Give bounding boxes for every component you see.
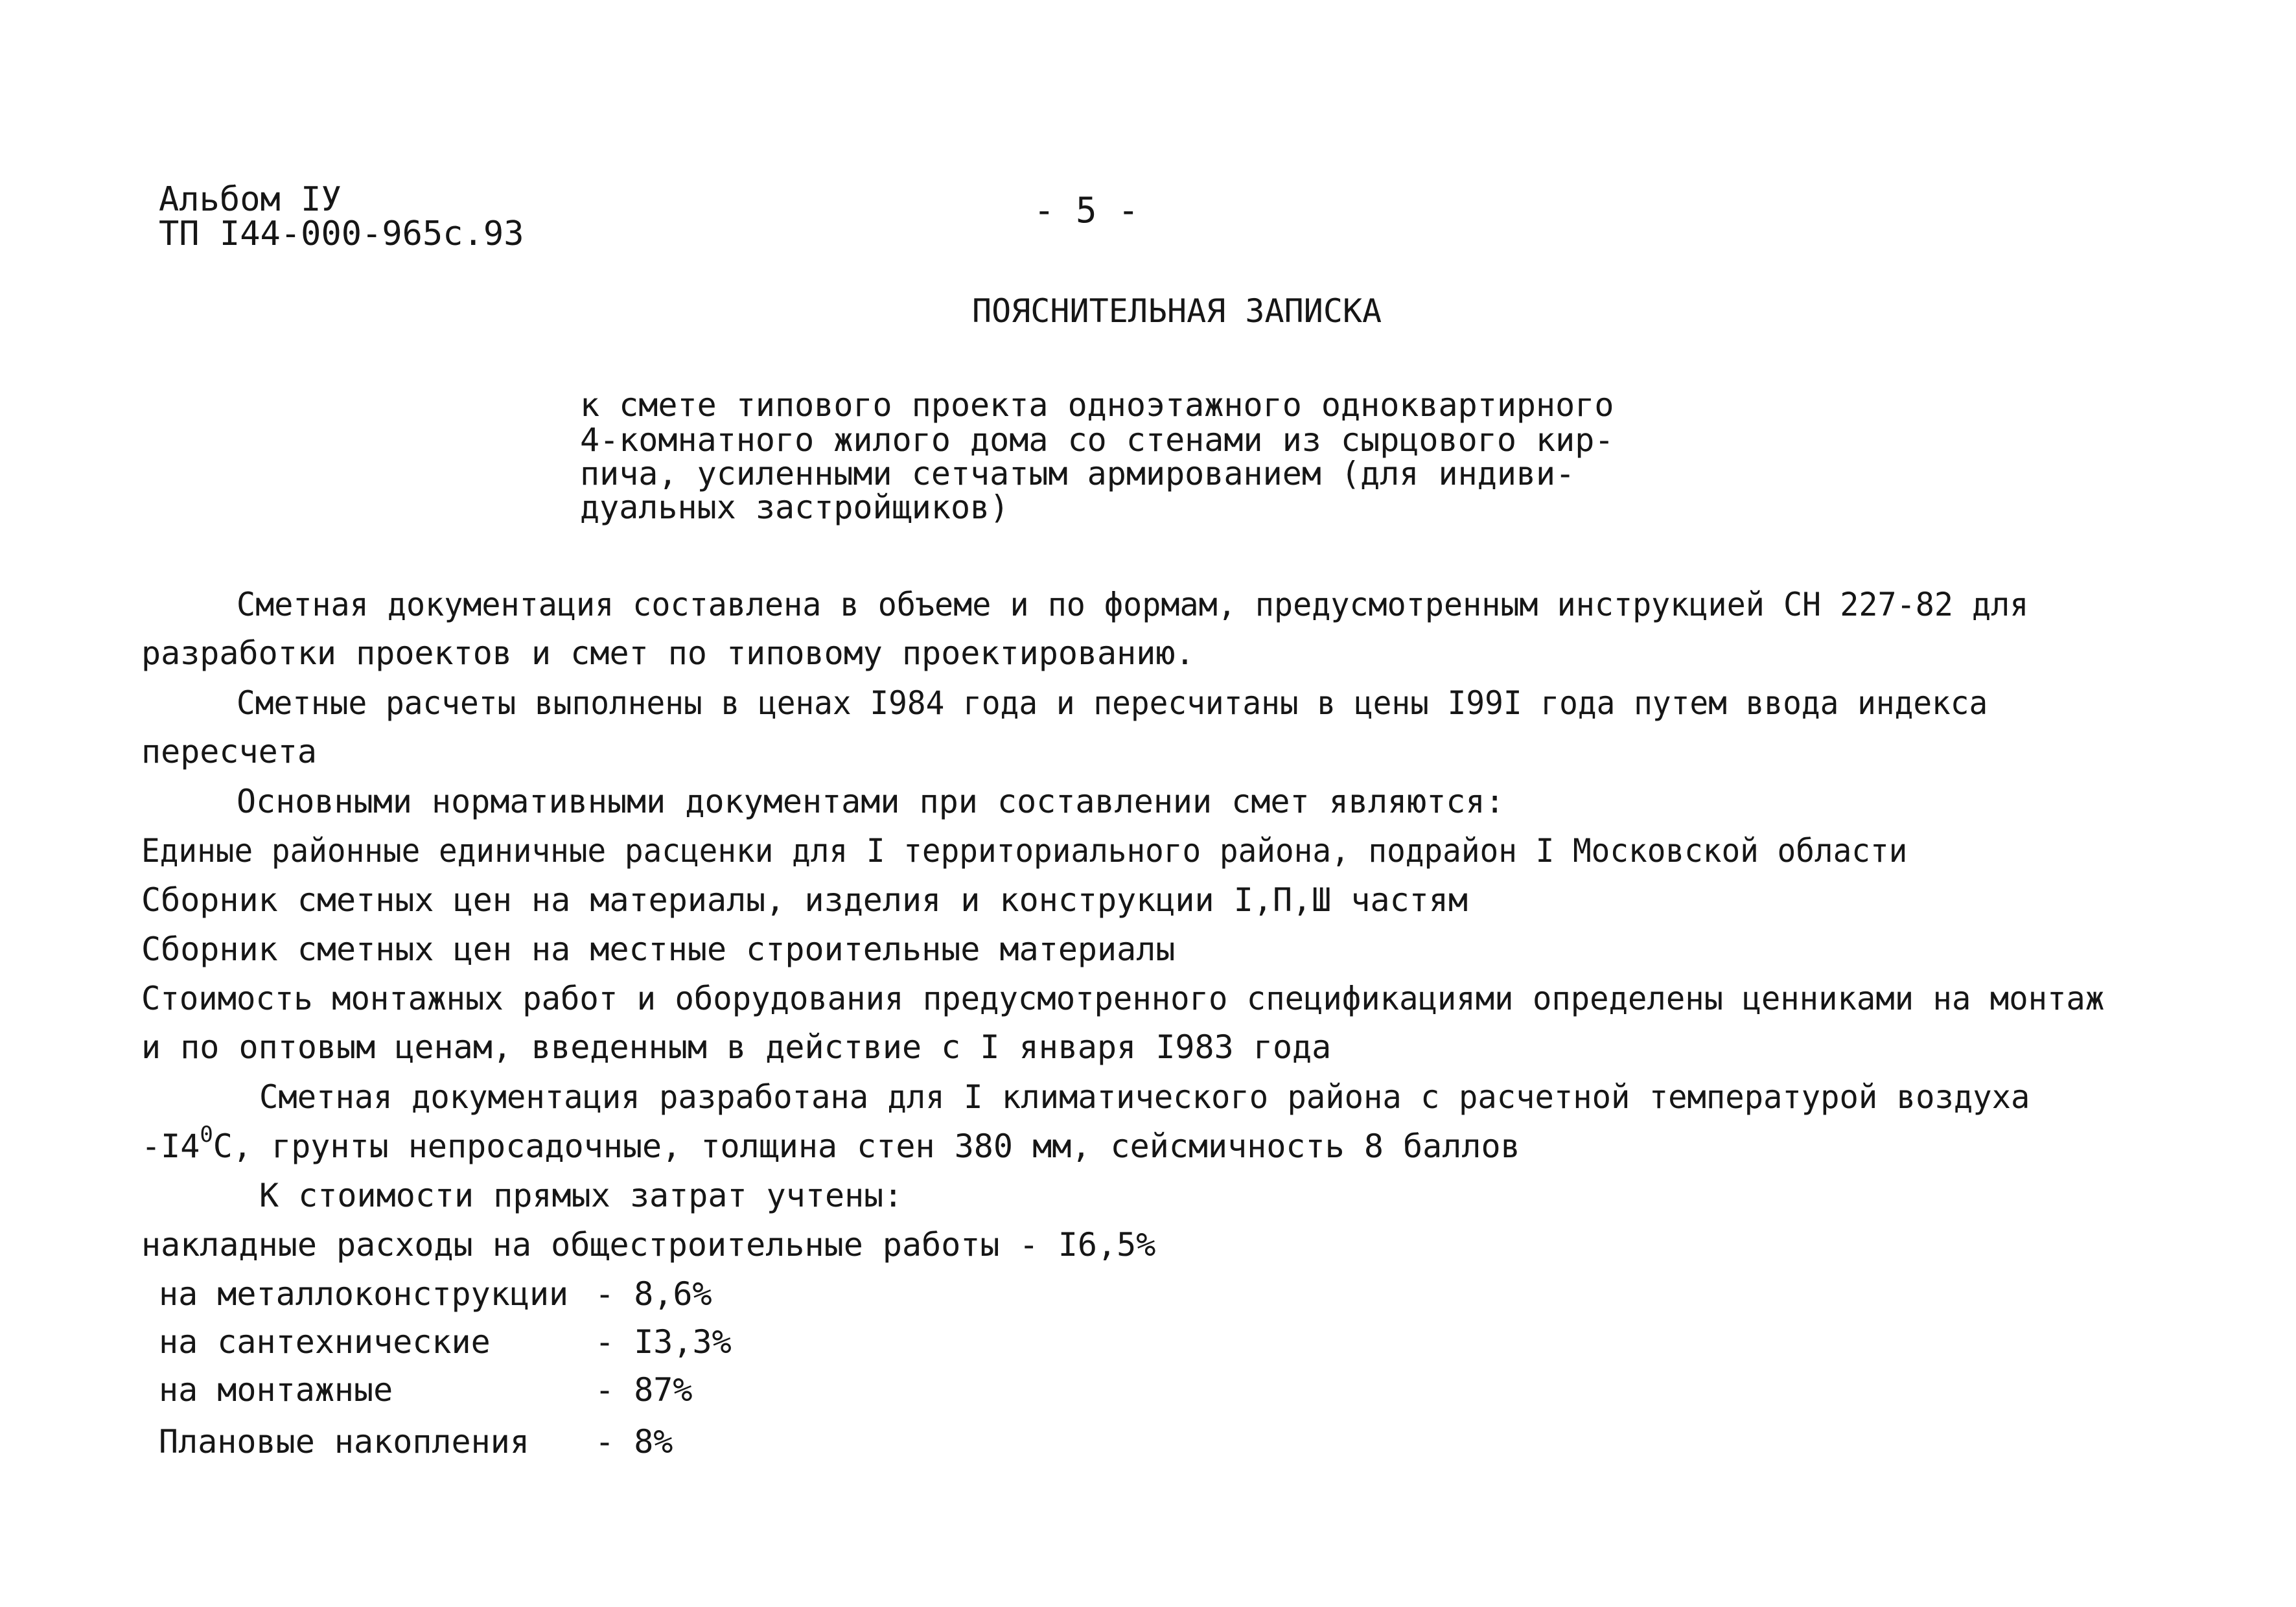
subtitle-line: пича, усиленными сетчатым армированием (для индиви- xyxy=(580,455,1575,492)
paragraph-line: Основными нормативными документами при составлении смет являются: xyxy=(237,783,1505,820)
temperature-value: -I4 xyxy=(141,1127,200,1165)
document-title: ПОЯСНИТЕЛЬНАЯ ЗАПИСКА xyxy=(972,292,1382,330)
paragraph-text: С, грунты непросадочные, толщина стен 380 мм, сейсмичность 8 баллов xyxy=(213,1127,1520,1165)
page-number: - 5 - xyxy=(1034,190,1139,231)
paragraph-line: Сметная документация составлена в объеме и по формам, предусмотренным инструкцией СН 227-82 для xyxy=(237,586,2029,623)
rate-value: - 8,6% xyxy=(595,1275,712,1313)
normative-doc: Единые районные единичные расценки для I территориального района, подрайон I Московской области xyxy=(141,832,1908,870)
rate-value: - 8% xyxy=(595,1423,673,1461)
album-label: Альбом IУ xyxy=(159,180,342,219)
project-code: ТП I44-000-965с.93 xyxy=(159,214,524,253)
paragraph-line: пересчета xyxy=(141,733,317,770)
normative-doc: Сборник сметных цен на местные строительные материалы xyxy=(141,931,1176,968)
overhead-main: накладные расходы на общестроительные работы - I6,5% xyxy=(141,1226,1156,1264)
subtitle-line: к смете типового проекта одноэтажного одноквартирного xyxy=(580,386,1614,424)
normative-doc: и по оптовым ценам, введенным в действие с I января I983 года xyxy=(141,1028,1332,1066)
rate-label: на монтажные xyxy=(159,1371,393,1409)
normative-doc: Стоимость монтажных работ и оборудования предусмотренного спецификациями определены ценниками на монтаж xyxy=(141,980,2105,1017)
paragraph-line: Сметные расчеты выполнены в ценах I984 года и пересчитаны в цены I99I года путем ввода индекса xyxy=(237,684,1988,722)
paragraph-line: разработки проектов и смет по типовому проектированию. xyxy=(141,634,1195,672)
rate-value: - 87% xyxy=(595,1371,693,1409)
rate-label: Плановые накопления xyxy=(159,1423,529,1461)
degree-mark: 0 xyxy=(200,1122,213,1148)
rate-label: на металлоконструкции xyxy=(159,1275,569,1313)
paragraph-line xyxy=(141,1122,1520,1165)
paragraph-line: К стоимости прямых затрат учтены: xyxy=(259,1177,903,1214)
subtitle-line: дуальных застройщиков) xyxy=(580,489,1010,526)
normative-doc: Сборник сметных цен на материалы, изделия и конструкции I,П,Ш частям xyxy=(141,881,1468,919)
rate-label: на сантехнические xyxy=(159,1323,491,1361)
subtitle-line: 4-комнатного жилого дома со стенами из сырцового кир- xyxy=(580,421,1614,459)
rate-value: - I3,3% xyxy=(595,1323,732,1361)
paragraph-line: Сметная документация разработана для I климатического района с расчетной температурой воздуха xyxy=(259,1078,2030,1116)
